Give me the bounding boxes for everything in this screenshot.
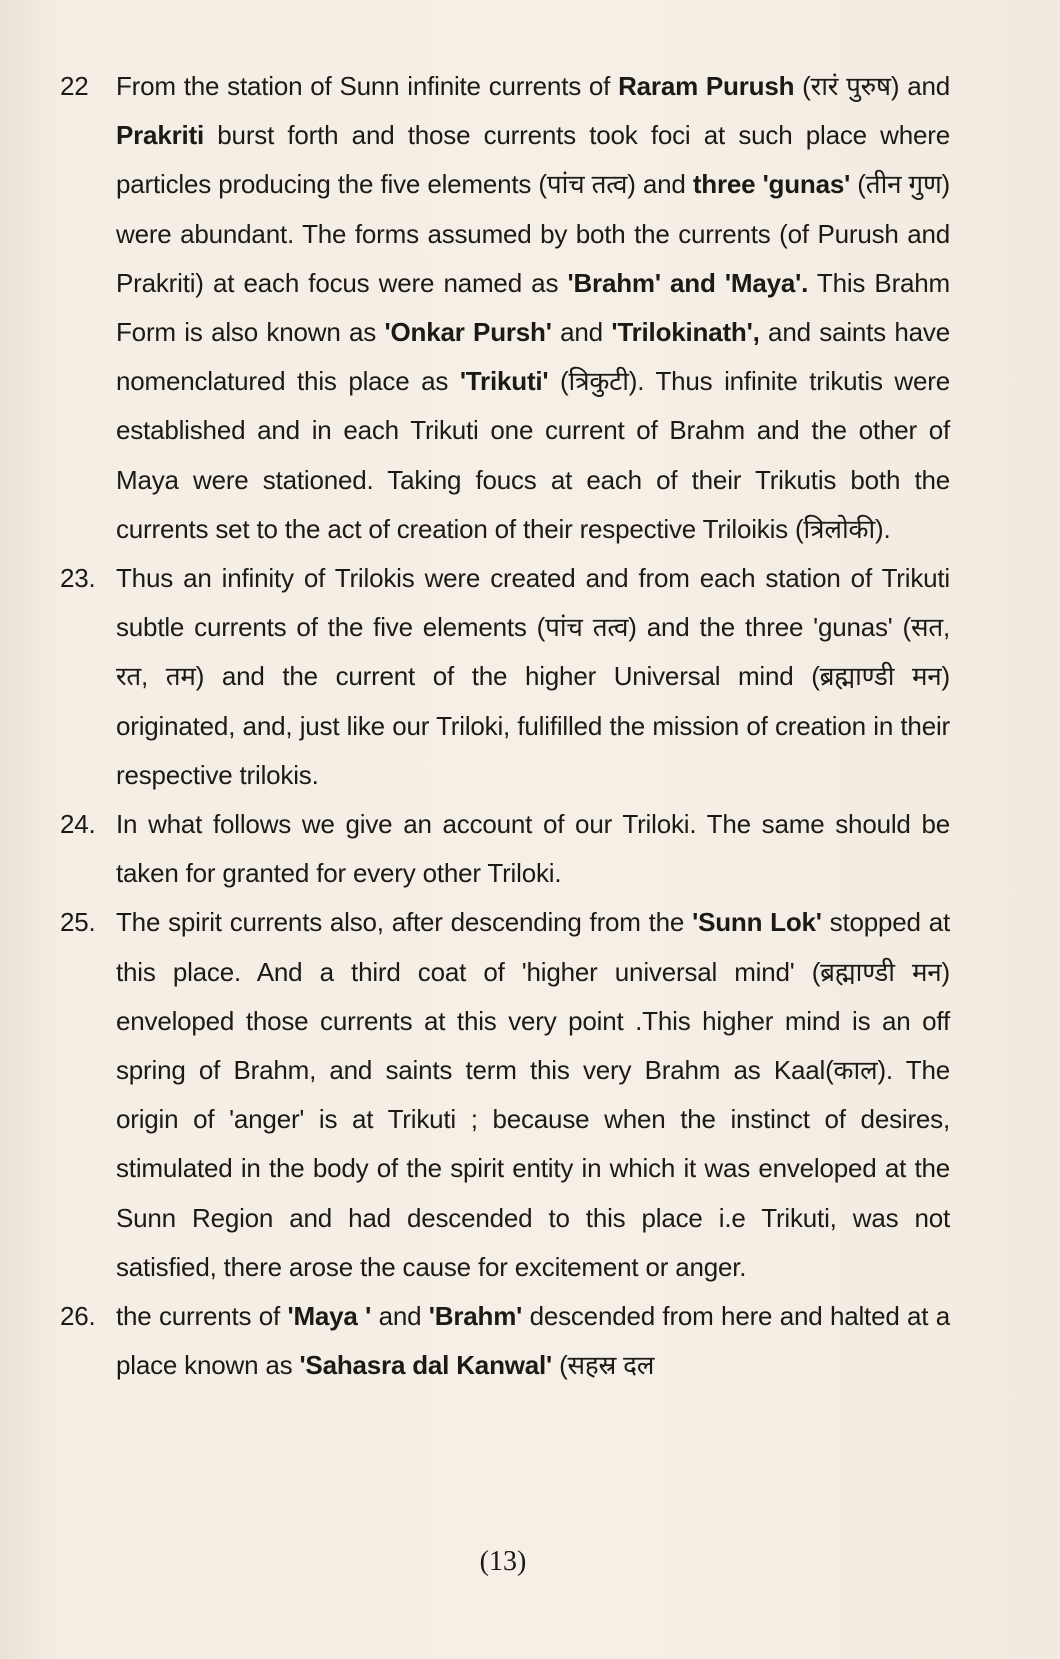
paragraph-number: 22 xyxy=(60,71,89,101)
bold-term: three 'gunas' xyxy=(692,169,851,200)
text-run: (त्रिकुटी). Thus infinite trikutis were established and in each Trikuti one current of Brahm and the other of Maya were stationed. Taking foucs at each of their Trikutis both the currents set to the act of creation of their respective Triloikis (त्रिलोकी). xyxy=(116,366,950,544)
paragraph-22 xyxy=(60,62,950,554)
text-run: descended from here and halted at a place known as xyxy=(116,1301,951,1381)
bold-term: 'Sunn Lok' xyxy=(692,907,822,938)
text-run: From the station of Sunn infinite currents of xyxy=(116,71,619,101)
page-number: (13) xyxy=(479,1546,527,1577)
bold-term: Prakriti xyxy=(116,120,205,151)
bold-term: Raram Purush xyxy=(618,71,795,101)
text-run: and xyxy=(371,1301,429,1332)
paragraph-26 xyxy=(60,1292,950,1390)
bold-term: 'Maya ' xyxy=(287,1301,372,1332)
text-run: and saints have nomenclatured this place as xyxy=(116,317,950,397)
text-run: (रारं पुरुष) and xyxy=(794,71,950,101)
paragraph-25 xyxy=(60,898,950,1292)
bold-term: 'Sahasra dal Kanwal' xyxy=(299,1350,553,1381)
text-run: (तीन गुण) were abundant. The forms assumed by both the currents (of Purush and Prakriti) at each focus were named as xyxy=(116,169,951,298)
bold-term: 'Trikuti' xyxy=(459,366,549,397)
paragraph-23 xyxy=(60,554,950,800)
bold-term: 'Onkar Pursh' xyxy=(384,317,552,348)
bold-term: 'Trilokinath', xyxy=(611,317,760,348)
bold-term: 'Brahm' and 'Maya'. xyxy=(567,267,809,298)
text-run: The spirit currents also, after descending from the xyxy=(116,907,693,938)
text-run: and xyxy=(551,317,612,348)
text-run: the currents of xyxy=(116,1301,288,1332)
paragraph-number: 25. xyxy=(60,907,96,938)
text-run: This Brahm Form is also known as xyxy=(116,267,951,348)
paragraph-number: 24. xyxy=(60,809,96,840)
paragraph-24 xyxy=(60,800,950,898)
page-body xyxy=(60,62,950,1390)
paragraph-number: 26. xyxy=(60,1301,96,1332)
text-run: burst forth and those currents took foci at such place where particles producing the five elements (पांच तत्व) and xyxy=(116,120,950,200)
text-run: (सहस्र दल xyxy=(552,1350,655,1381)
text-run: stopped at this place. And a third coat of 'higher universal mind' (ब्रह्माण्डी मन) enveloped those currents at this very point .This higher mind is an off spring of Brahm, and saints term this very Brahm as Kaal(काल). The origin of 'anger' is at Trikuti ; because when the instinct of desires, stimulated in the body of the spirit entity in which it was enveloped at the Sunn Region and had descended to this place i.e Trikuti, was not satisfied, there arose the cause for excitement or anger. xyxy=(116,907,950,1282)
paragraph-number: 23. xyxy=(60,563,96,594)
text-run: Thus an infinity of Trilokis were created and from each station of Trikuti subtle currents of the five elements (पांच तत्व) and the three 'gunas' (सत, रत, तम) and the current of the higher Universal mind (ब्रह्माण्डी मन) originated, and, just like our Triloki, fulifilled the mission of creation in their respective trilokis. xyxy=(116,563,950,790)
text-run: In what follows we give an account of our Triloki. The same should be taken for granted for every other Triloki. xyxy=(116,809,950,889)
bold-term: 'Brahm' xyxy=(428,1301,523,1332)
